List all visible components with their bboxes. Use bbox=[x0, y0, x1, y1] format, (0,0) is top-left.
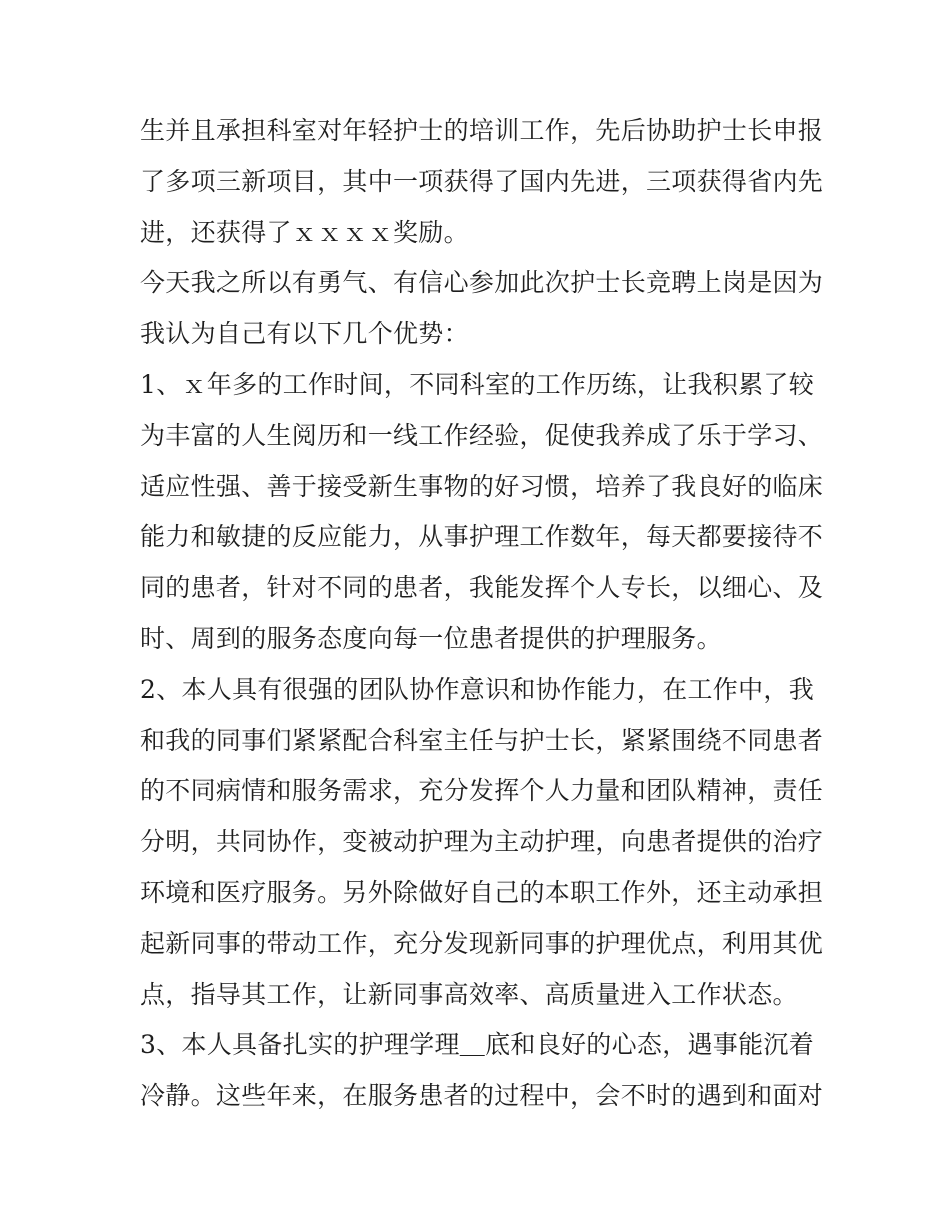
text-line: 环境和医疗服务。另外除做好自己的本职工作外，还主动承担 bbox=[140, 877, 824, 907]
text-line: 今天我之所以有勇气、有信心参加此次护士长竞聘上岗是因为 bbox=[140, 268, 824, 298]
text-line: 我认为自己有以下几个优势： bbox=[140, 319, 469, 349]
text-line: 能力和敏捷的反应能力，从事护理工作数年，每天都要接待不 bbox=[140, 522, 824, 552]
text-line: 3、本人具备扎实的护理学理＿底和良好的心态，遇事能沉着 bbox=[140, 1030, 815, 1060]
text-line: 生并且承担科室对年轻护士的培训工作，先后协助护士长申报 bbox=[140, 116, 824, 145]
text-line: 2、本人具有很强的团队协作意识和协作能力，在工作中，我 bbox=[140, 674, 815, 704]
text-line: 适应性强、善于接受新生事物的好习惯，培养了我良好的临床 bbox=[140, 471, 824, 501]
text-line: 1、ｘ年多的工作时间，不同科室的工作历练，让我积累了较 bbox=[140, 369, 815, 399]
text-line: 了多项三新项目，其中一项获得了国内先进，三项获得省内先 bbox=[140, 166, 824, 196]
text-line: 分明，共同协作，变被动护理为主动护理，向患者提供的治疗 bbox=[140, 827, 824, 857]
text-line: 起新同事的带动工作，充分发现新同事的护理优点，利用其优 bbox=[140, 928, 824, 958]
text-line: 时、周到的服务态度向每一位患者提供的护理服务。 bbox=[140, 623, 722, 653]
document-body bbox=[140, 106, 824, 1122]
text-line: 的不同病情和服务需求，充分发挥个人力量和团队精神，责任 bbox=[140, 776, 824, 806]
text-line: 进，还获得了ｘｘｘｘ奖励。 bbox=[140, 217, 469, 247]
text-line: 冷静。这些年来，在服务患者的过程中，会不时的遇到和面对 bbox=[140, 1081, 824, 1111]
text-line: 点，指导其工作，让新同事高效率、高质量进入工作状态。 bbox=[140, 979, 798, 1009]
text-line: 为丰富的人生阅历和一线工作经验，促使我养成了乐于学习、 bbox=[140, 420, 824, 450]
text-line: 和我的同事们紧紧配合科室主任与护士长，紧紧围绕不同患者 bbox=[140, 725, 824, 755]
text-line: 同的患者，针对不同的患者，我能发挥个人专长，以细心、及 bbox=[140, 573, 824, 603]
